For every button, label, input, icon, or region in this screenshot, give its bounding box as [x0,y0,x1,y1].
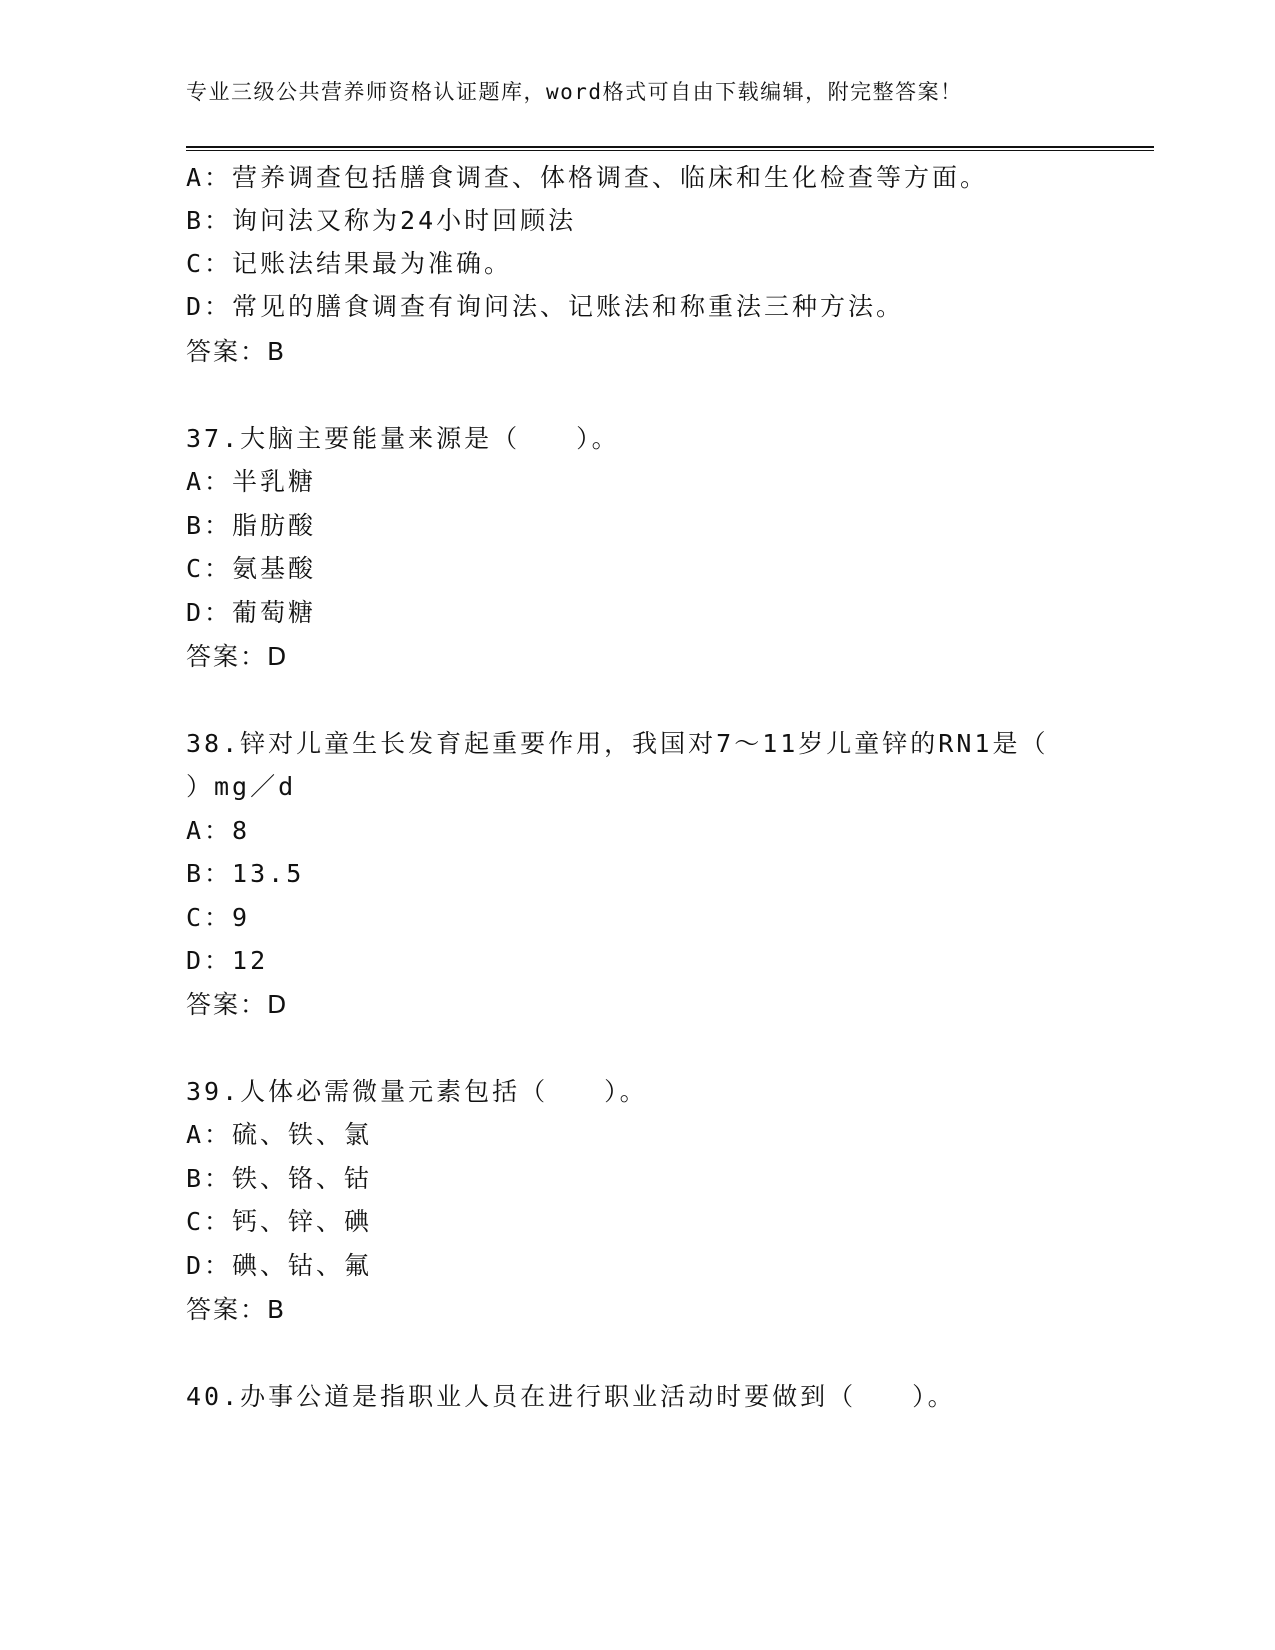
q39-option-a: A：硫、铁、氯 [186,1120,373,1149]
q36-option-a: A：营养调查包括膳食调查、体格调查、临床和生化检查等方面。 [186,163,989,192]
q38-option-b: B：13.5 [186,859,305,888]
q38-option-a: A：8 [186,816,251,845]
q37-option-a: A：半乳糖 [186,467,317,496]
q36-option-c: C：记账法结果最为准确。 [186,249,513,278]
q38-answer: 答案：D [186,990,289,1019]
q36-option-b: B：询问法又称为24小时回顾法 [186,206,577,235]
document-header: 专业三级公共营养师资格认证题库，word格式可自由下载编辑，附完整答案！ [186,80,963,104]
q39-answer: 答案：B [186,1295,287,1324]
q36-answer: 答案：B [186,337,287,366]
q36-option-d: D：常见的膳食调查有询问法、记账法和称重法三种方法。 [186,292,905,321]
header-divider [186,146,1154,152]
q39-question: 39.人体必需微量元素包括（ ）。 [186,1077,648,1106]
q37-option-c: C：氨基酸 [186,554,317,583]
q37-answer: 答案：D [186,642,289,671]
q37-option-d: D：葡萄糖 [186,598,317,627]
q39-option-c: C：钙、锌、碘 [186,1207,373,1236]
q39-option-d: D：碘、钴、氟 [186,1251,373,1280]
q37-option-b: B：脂肪酸 [186,511,317,540]
q39-option-b: B：铁、铬、钴 [186,1164,373,1193]
q40-question: 40.办事公道是指职业人员在进行职业活动时要做到（ ）。 [186,1382,956,1411]
q38-option-d: D：12 [186,946,269,975]
q38-question-cont: ）mg／d [186,772,297,801]
q38-question: 38.锌对儿童生长发育起重要作用，我国对7～11岁儿童锌的RN1是（ [186,729,1049,758]
q37-question: 37.大脑主要能量来源是（ ）。 [186,424,620,453]
q38-option-c: C：9 [186,903,251,932]
